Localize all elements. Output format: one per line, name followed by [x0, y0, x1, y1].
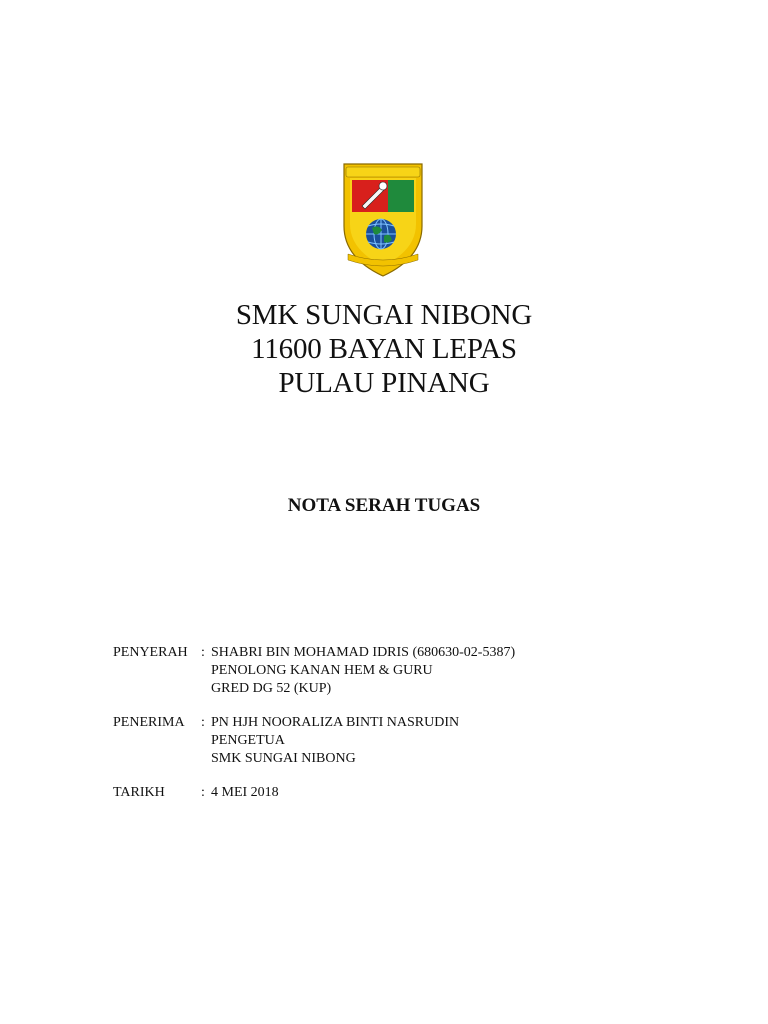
school-address-block: [0, 298, 768, 400]
penyerah-name: SHABRI BIN MOHAMAD IDRIS (680630-02-5387): [211, 645, 516, 660]
tarikh-date: 4 MEI 2018: [211, 785, 279, 800]
school-state: PULAU PINANG: [278, 367, 490, 399]
school-name: SMK SUNGAI NIBONG: [235, 299, 533, 331]
penyerah-colon: :: [201, 645, 205, 660]
school-crest-logo: [338, 162, 428, 278]
penerima-colon: :: [201, 715, 205, 730]
tarikh-row: [113, 784, 515, 802]
penyerah-row: [113, 644, 515, 698]
penyerah-values: [211, 644, 515, 698]
penerima-position: PENGETUA: [211, 733, 285, 748]
penerima-school: SMK SUNGAI NIBONG: [211, 751, 356, 766]
penyerah-grade: GRED DG 52 (KUP): [211, 681, 332, 696]
penerima-values: [211, 714, 515, 768]
penerima-name: PN HJH NOORALIZA BINTI NASRUDIN: [211, 715, 460, 730]
penerima-row: [113, 714, 515, 768]
tarikh-values: [211, 784, 515, 802]
penerima-label: PENERIMA: [113, 715, 185, 730]
school-postcode-city: 11600 BAYAN LEPAS: [251, 333, 517, 365]
handover-details: [113, 644, 515, 818]
tarikh-colon: :: [201, 785, 205, 800]
document-title: NOTA SERAH TUGAS: [287, 495, 481, 516]
penyerah-label: PENYERAH: [113, 645, 188, 660]
tarikh-label: TARIKH: [113, 785, 165, 800]
penyerah-position: PENOLONG KANAN HEM & GURU: [211, 663, 433, 678]
